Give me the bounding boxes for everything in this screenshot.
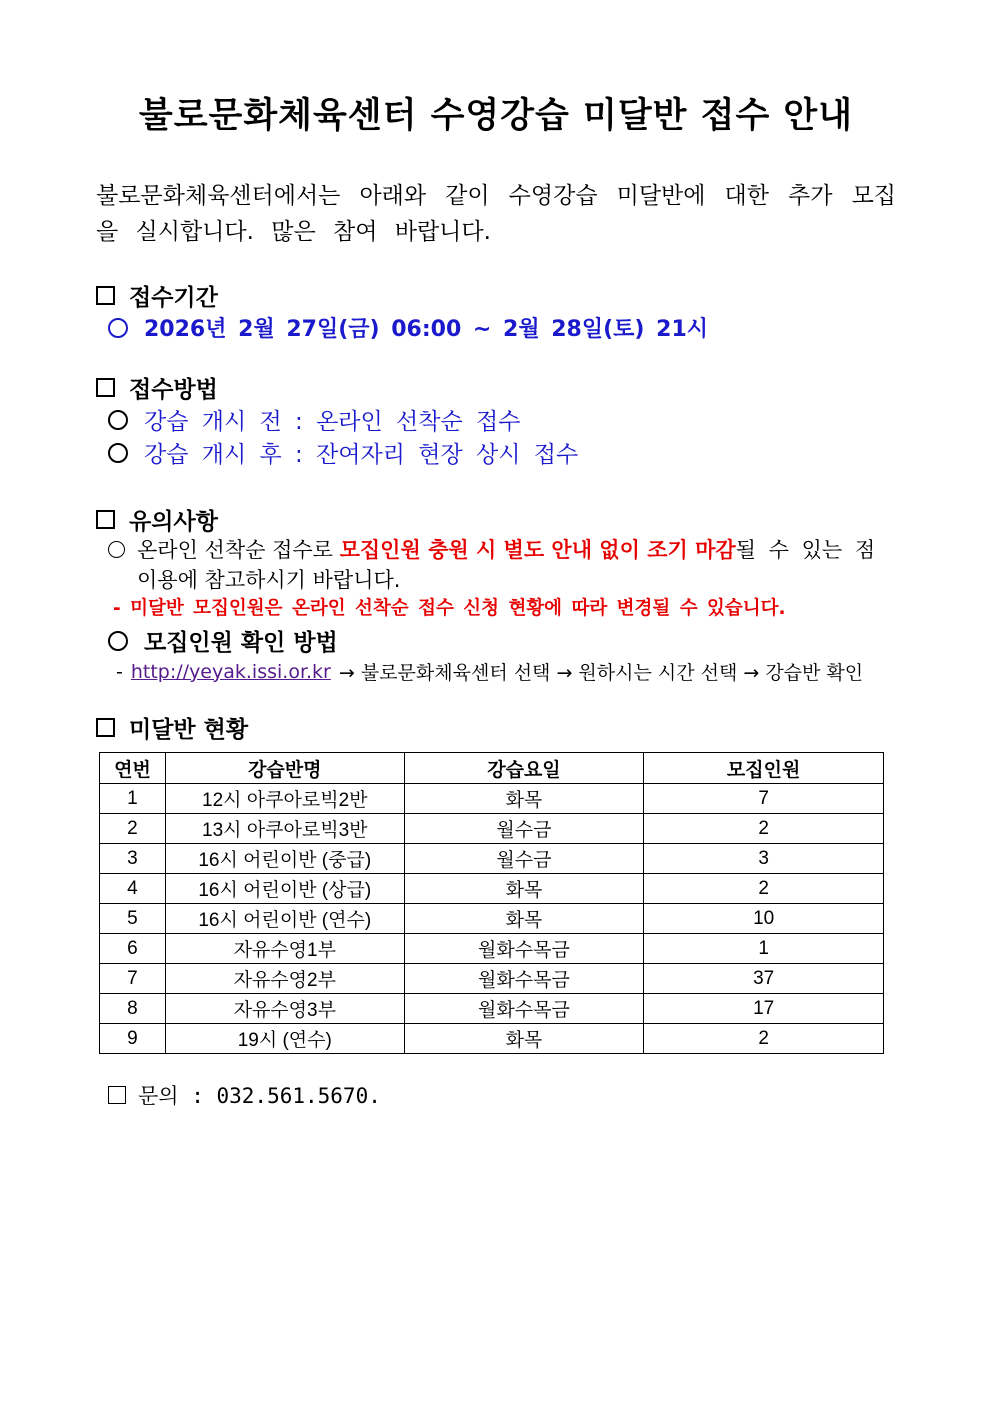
cell-capacity: 37: [644, 964, 884, 994]
page-title: 불로문화체육센터 수영강습 미달반 접수 안내: [138, 96, 854, 136]
check-method-path: → 불로문화체육센터 선택 → 원하시는 시간 선택 → 강습반 확인: [338, 662, 864, 684]
method-item-text: 강습 개시 전 : 온라인 선착순 접수: [144, 409, 521, 435]
cell-capacity: 7: [644, 784, 884, 814]
section-method-title: 접수방법: [129, 377, 218, 403]
section-period-heading: [96, 279, 218, 312]
contact-text: 문의 : 032.561.5670.: [138, 1084, 381, 1108]
column-header-no: 연번: [100, 753, 166, 784]
check-method-line: [116, 658, 863, 685]
check-method-title: 모집인원 확인 방법: [144, 630, 338, 656]
checkbox-square-icon: [96, 510, 115, 529]
cell-days: 화목: [404, 784, 644, 814]
checkbox-square-icon: [108, 1086, 126, 1104]
table-row: [100, 1024, 884, 1054]
table-row: [100, 874, 884, 904]
notes-item-1-post: 될 수 있는 점: [735, 538, 876, 562]
cell-no: 5: [100, 904, 166, 934]
table-row: [100, 964, 884, 994]
cell-class: 12시 아쿠아로빅2반: [165, 784, 404, 814]
cell-class: 19시 (연수): [165, 1024, 404, 1054]
cell-class: 16시 어린이반 (중급): [165, 844, 404, 874]
cell-no: 9: [100, 1024, 166, 1054]
cell-no: 2: [100, 814, 166, 844]
method-item-1: [108, 403, 520, 436]
cell-no: 6: [100, 934, 166, 964]
cell-capacity: 17: [644, 994, 884, 1024]
cell-capacity: 2: [644, 874, 884, 904]
cell-capacity: 2: [644, 814, 884, 844]
cell-capacity: 1: [644, 934, 884, 964]
cell-class: 자유수영1부: [165, 934, 404, 964]
checkbox-square-icon: [96, 378, 115, 397]
column-header-class: 강습반명: [165, 753, 404, 784]
cell-no: 7: [100, 964, 166, 994]
period-line: [108, 312, 708, 343]
cell-capacity: 10: [644, 904, 884, 934]
notes-item-1: [108, 534, 875, 564]
section-status-heading: [96, 711, 248, 744]
status-table: [99, 752, 884, 1054]
circle-bullet-icon: [108, 410, 128, 430]
cell-class: 16시 어린이반 (상급): [165, 874, 404, 904]
cell-no: 3: [100, 844, 166, 874]
cell-days: 화목: [404, 1024, 644, 1054]
notes-item-1-continued: 이용에 참고하시기 바랍니다.: [137, 568, 401, 592]
circle-bullet-icon: [108, 541, 125, 558]
section-notes-heading: [96, 503, 218, 536]
check-method-dash: -: [116, 660, 123, 683]
cell-no: 8: [100, 994, 166, 1024]
table-row: [100, 934, 884, 964]
cell-days: 월수금: [404, 844, 644, 874]
period-text: 2026년 2월 27일(금) 06:00 ~ 2월 28일(토) 21시: [144, 317, 709, 342]
cell-capacity: 2: [644, 1024, 884, 1054]
cell-days: 화목: [404, 904, 644, 934]
table-row: [100, 994, 884, 1024]
cell-class: 16시 어린이반 (연수): [165, 904, 404, 934]
section-period-title: 접수기간: [129, 285, 218, 311]
table-header-row: [100, 753, 884, 784]
circle-bullet-icon: [108, 631, 128, 651]
column-header-capacity: 모집인원: [644, 753, 884, 784]
reservation-link[interactable]: http://yeyak.issi.or.kr: [130, 660, 331, 683]
cell-days: 월화수목금: [404, 934, 644, 964]
table-row: [100, 904, 884, 934]
cell-class: 자유수영3부: [165, 994, 404, 1024]
section-status-title: 미달반 현황: [129, 717, 249, 743]
section-method-heading: [96, 371, 218, 404]
contact-line: [108, 1080, 381, 1110]
notes-warning: - 미달반 모집인원은 온라인 선착순 접수 신청 현황에 따라 변경될 수 있습니다.: [113, 598, 786, 619]
cell-class: 13시 아쿠아로빅3반: [165, 814, 404, 844]
cell-days: 월화수목금: [404, 964, 644, 994]
cell-capacity: 3: [644, 844, 884, 874]
cell-days: 월수금: [404, 814, 644, 844]
table-row: [100, 814, 884, 844]
cell-class: 자유수영2부: [165, 964, 404, 994]
method-item-text: 강습 개시 후 : 잔여자리 현장 상시 접수: [144, 442, 579, 468]
cell-days: 화목: [404, 874, 644, 904]
column-header-days: 강습요일: [404, 753, 644, 784]
table-row: [100, 784, 884, 814]
checkbox-square-icon: [96, 718, 115, 737]
circle-bullet-icon: [108, 318, 128, 338]
section-notes-title: 유의사항: [129, 509, 218, 535]
cell-days: 월화수목금: [404, 994, 644, 1024]
table-row: [100, 844, 884, 874]
circle-bullet-icon: [108, 443, 128, 463]
intro-paragraph: 불로문화체육센터에서는 아래와 같이 수영강습 미달반에 대한 추가 모집을 실시합니다. 많은 참여 바랍니다.: [96, 183, 896, 245]
notes-item-1-highlight: 모집인원 충원 시 별도 안내 없이 조기 마감: [339, 538, 736, 562]
checkbox-square-icon: [96, 286, 115, 305]
check-method-heading: [108, 624, 338, 657]
notes-item-1-pre: 온라인 선착순 접수로: [137, 538, 340, 562]
cell-no: 1: [100, 784, 166, 814]
cell-no: 4: [100, 874, 166, 904]
method-item-2: [108, 436, 578, 469]
